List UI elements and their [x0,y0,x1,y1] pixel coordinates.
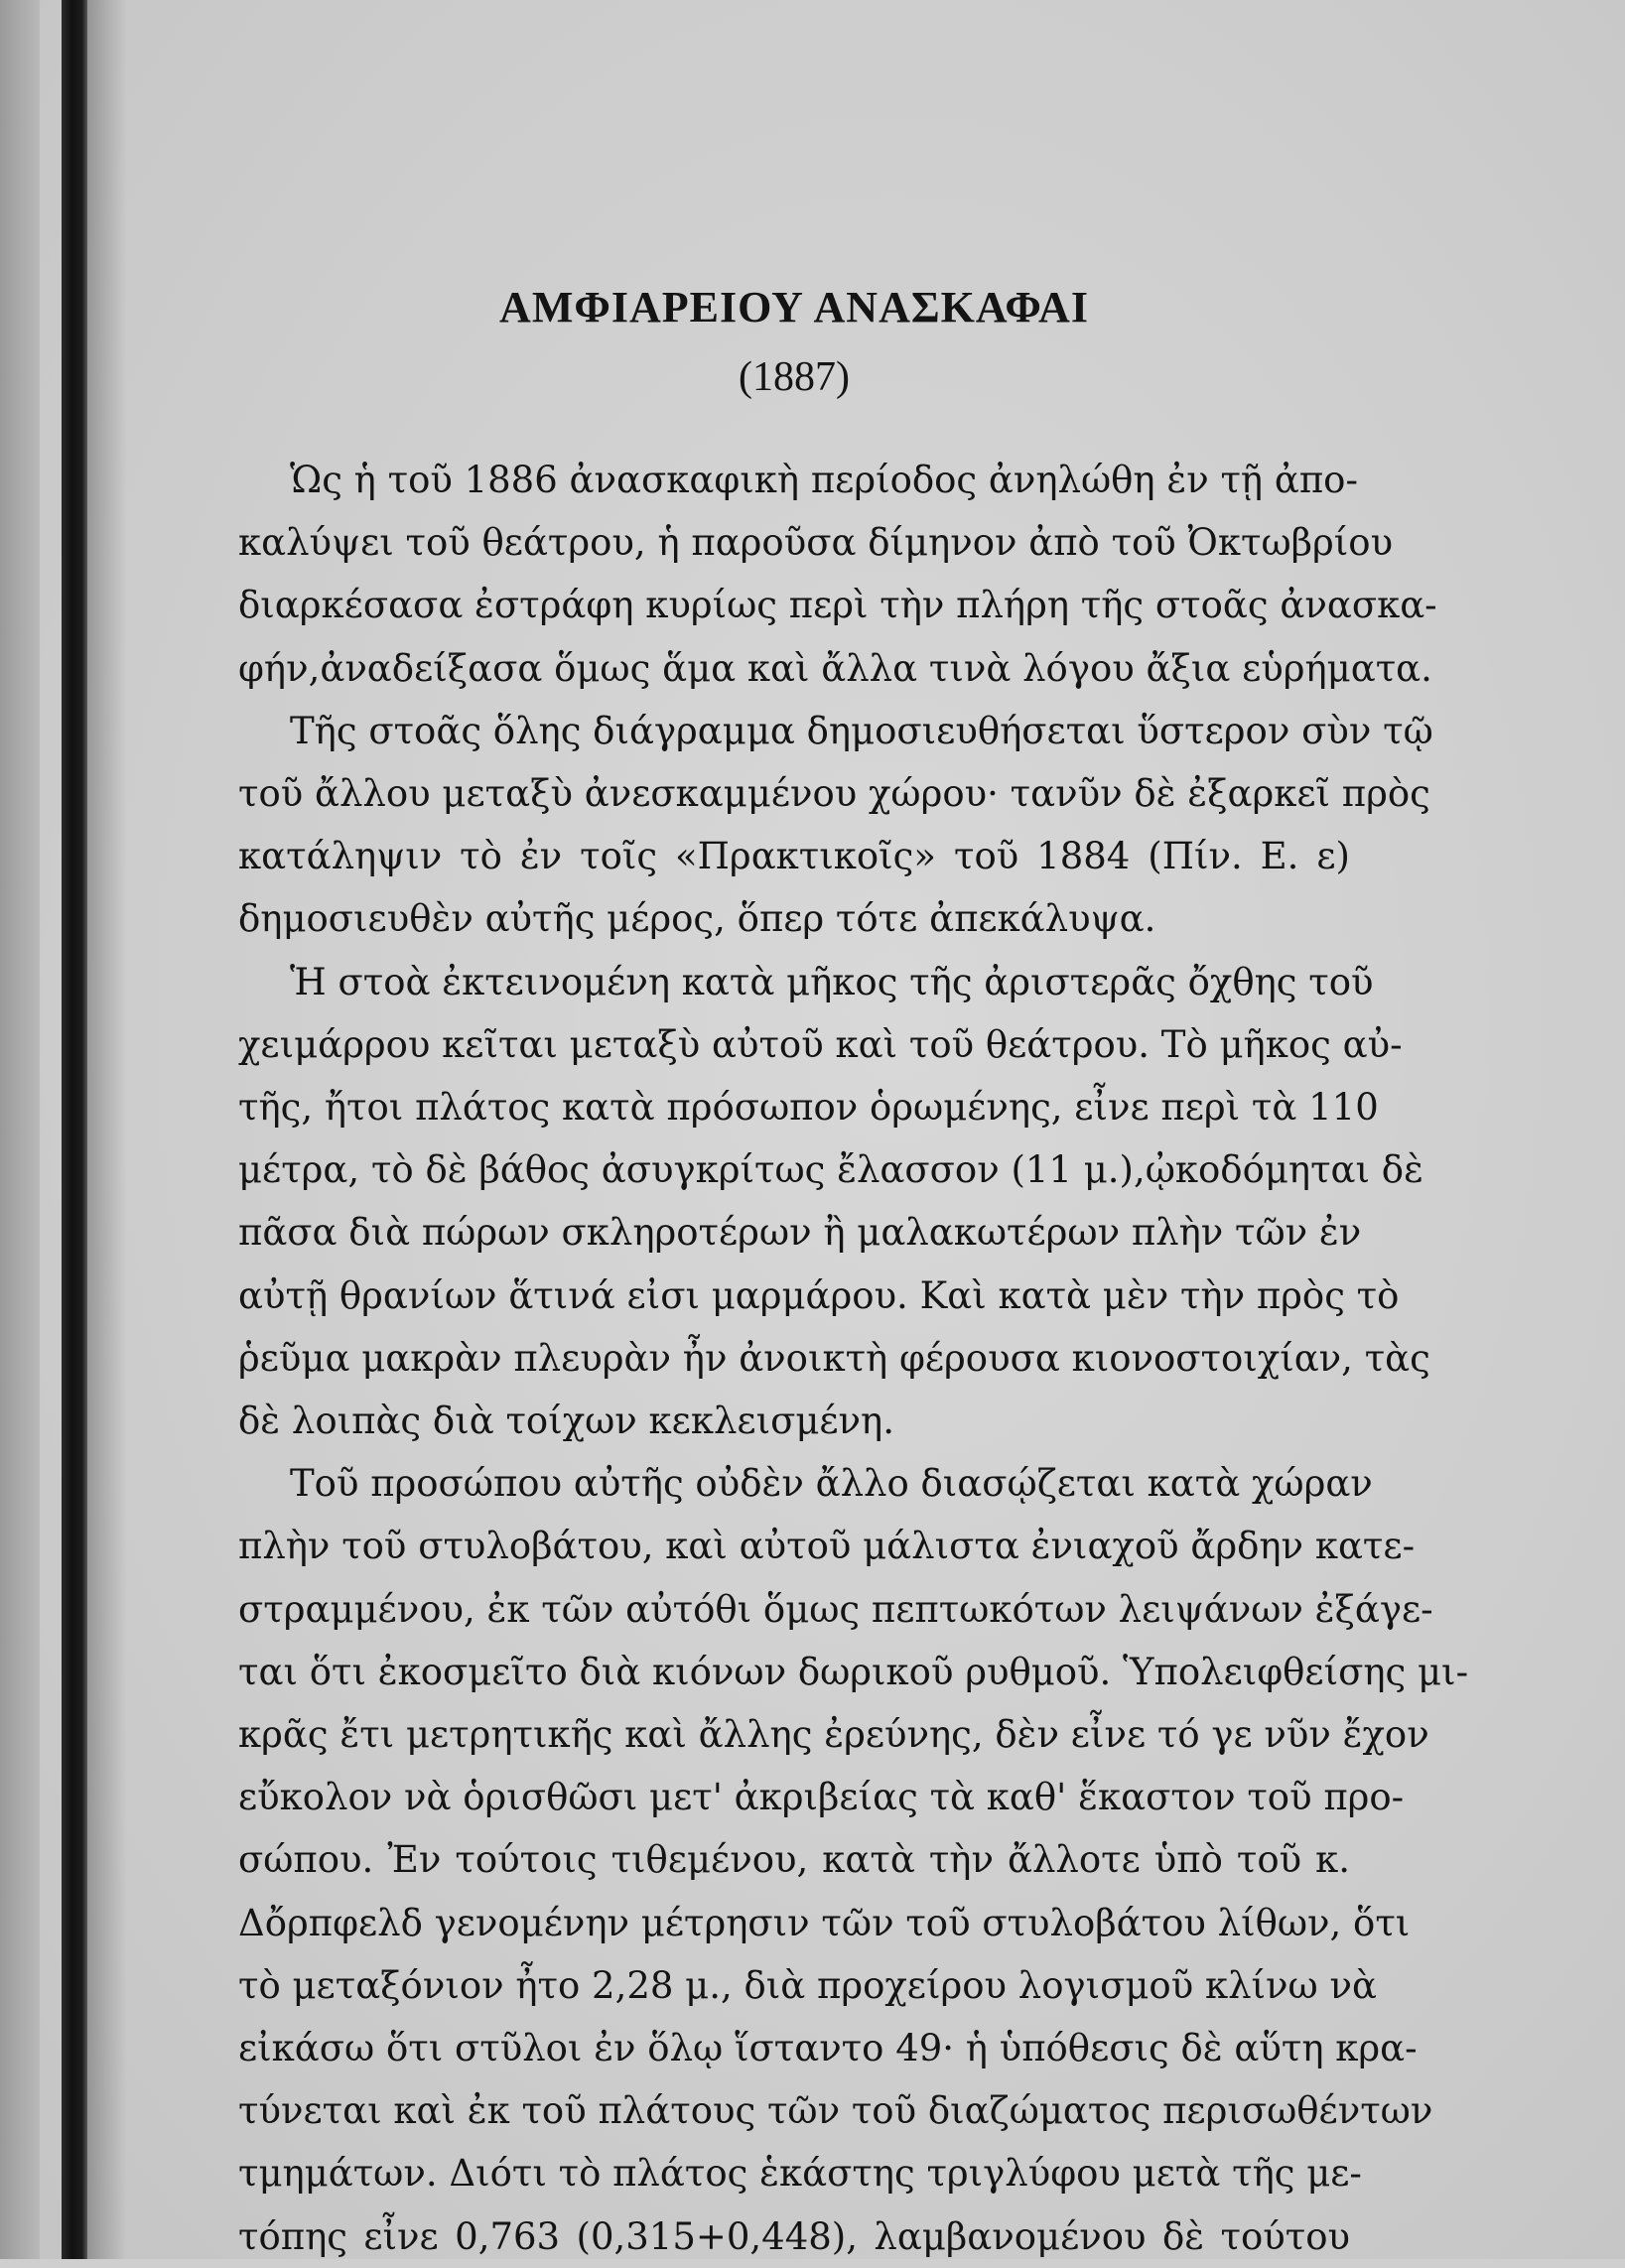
page-edge [0,0,40,2259]
text-line: αὐτῇ θρανίων ἅτινά εἰσι μαρμάρου. Καὶ κατὰ μὲν τὴν πρὸς τὸ [238,1273,1400,1317]
text-line: Ὡς ἡ τοῦ 1886 ἀνασκαφικὴ περίοδος ἀνηλώθη ἐν τῇ ἀπο- [290,459,1358,501]
text-line: χειμάρρου κεῖται μεταξὺ αὐτοῦ καὶ τοῦ θεάτρου. Τὸ μῆκος αὐ- [238,1022,1403,1066]
text-line: τμημάτων. Διότι τὸ πλάτος ἑκάστης τριγλύφου μετὰ τῆς με- [238,2152,1362,2196]
text-line: Τῆς στοᾶς ὅλης διάγραμμα δημοσιευθήσεται ὕστερον σὺν τῷ [290,709,1433,752]
text-line: ται ὅτι ἐκοσμεῖτο διὰ κιόνων δωρικοῦ ρυθμοῦ. Ὑπολειφθείσης μι- [238,1650,1469,1693]
text-line: τύνεται καὶ ἐκ τοῦ πλάτους τῶν τοῦ διαζώματος περισωθέντων [238,2089,1433,2133]
book-spine-shadow [62,0,87,2259]
text-line: σώπου. Ἐν τούτοις τιθεμένου, κατὰ τὴν ἄλλοτε ὑπὸ τοῦ κ. [238,1838,1350,1882]
document-year: (1887) [739,354,850,400]
text-line: Δὄρπφελδ γενομένην μέτρησιν τῶν τοῦ στυλοβάτου λίθων, ὅτι [238,1901,1411,1944]
text-line: Ἡ στοὰ ἐκτεινομένη κατὰ μῆκος τῆς ἀριστερᾶς ὄχθης τοῦ [290,960,1374,1003]
text-line: καλύψει τοῦ θεάτρου, ἡ παροῦσα δίμηνον ἀπὸ τοῦ Ὀκτωβρίου [238,521,1394,565]
text-line: διαρκέσασα ἐστράφη κυρίως περὶ τὴν πλήρη τῆς στοᾶς ἀνασκα- [238,584,1437,627]
text-line: πλὴν τοῦ στυλοβάτου, καὶ αὐτοῦ μάλιστα ἐνιαχοῦ ἄρδην κατε- [238,1525,1416,1568]
document-page [238,268,1469,2268]
text-line: εἰκάσω ὅτι στῦλοι ἐν ὅλῳ ἵσταντο 49· ἡ ὑπόθεσις δὲ αὕτη κρα- [238,2027,1418,2070]
text-line: φήν,ἀναδείξασα ὅμως ἅμα καὶ ἄλλα τινὰ λόγου ἄξια εὑρήματα. [238,646,1432,690]
document-title: ΑΜΦΙΑΡΕΙΟΥ ΑΝΑΣΚΑΦΑΙ [499,283,1089,332]
text-line: ῥεῦμα μακρὰν πλευρὰν ἦν ἀνοικτὴ φέρουσα κιονοστοιχίαν, τὰς [238,1336,1430,1380]
text-line: Τοῦ προσώπου αὐτῆς οὐδὲν ἄλλο διασῴζεται κατὰ χώραν [290,1462,1373,1506]
text-line: κατάληψιν τὸ ἐν τοῖς «Πρακτικοῖς» τοῦ 1884 (Πίν. Ε. ε) [238,835,1350,878]
text-line: τοῦ ἄλλου μεταξὺ ἀνεσκαμμένου χώρου· τανῦν δὲ ἐξαρκεῖ πρὸς [238,772,1430,816]
text-line: μέτρα, τὸ δὲ βάθος ἀσυγκρίτως ἔλασσον (11 μ.),ᾠκοδόμηται δὲ [238,1148,1423,1192]
body-text [238,449,1469,2268]
text-line: δημοσιευθὲν αὐτῆς μέρος, ὅπερ τότε ἀπεκάλυψα. [238,897,1156,941]
text-line: τὸ μεταξόνιον ἦτο 2,28 μ., διὰ προχείρου λογισμοῦ κλίνω νὰ [238,1963,1377,2007]
text-line: τόπης εἶνε 0,763 (0,315+0,448), λαμβανομένου δὲ τούτου [238,2214,1350,2258]
text-line: δὲ λοιπὰς διὰ τοίχων κεκλεισμένη. [238,1400,894,1443]
text-line: τῆς, ἤτοι πλάτος κατὰ πρόσωπον ὁρωμένης, εἶνε περὶ τὰ 110 [238,1086,1379,1130]
text-line: στραμμένου, ἐκ τῶν αὐτόθι ὅμως πεπτωκότων λειψάνων ἐξάγε- [238,1587,1433,1631]
text-line: κρᾶς ἔτι μετρητικῆς καὶ ἄλλης ἐρεύνης, δὲν εἶνε τό γε νῦν ἔχον [238,1713,1429,1757]
text-line: εὔκολον νὰ ὁρισθῶσι μετ' ἀκριβείας τὰ καθ' ἕκαστον τοῦ προ- [238,1776,1405,1819]
text-line: πᾶσα διὰ πώρων σκληροτέρων ἢ μαλακωτέρων πλὴν τῶν ἐν [238,1211,1362,1255]
gutter-shadow [87,0,127,2259]
